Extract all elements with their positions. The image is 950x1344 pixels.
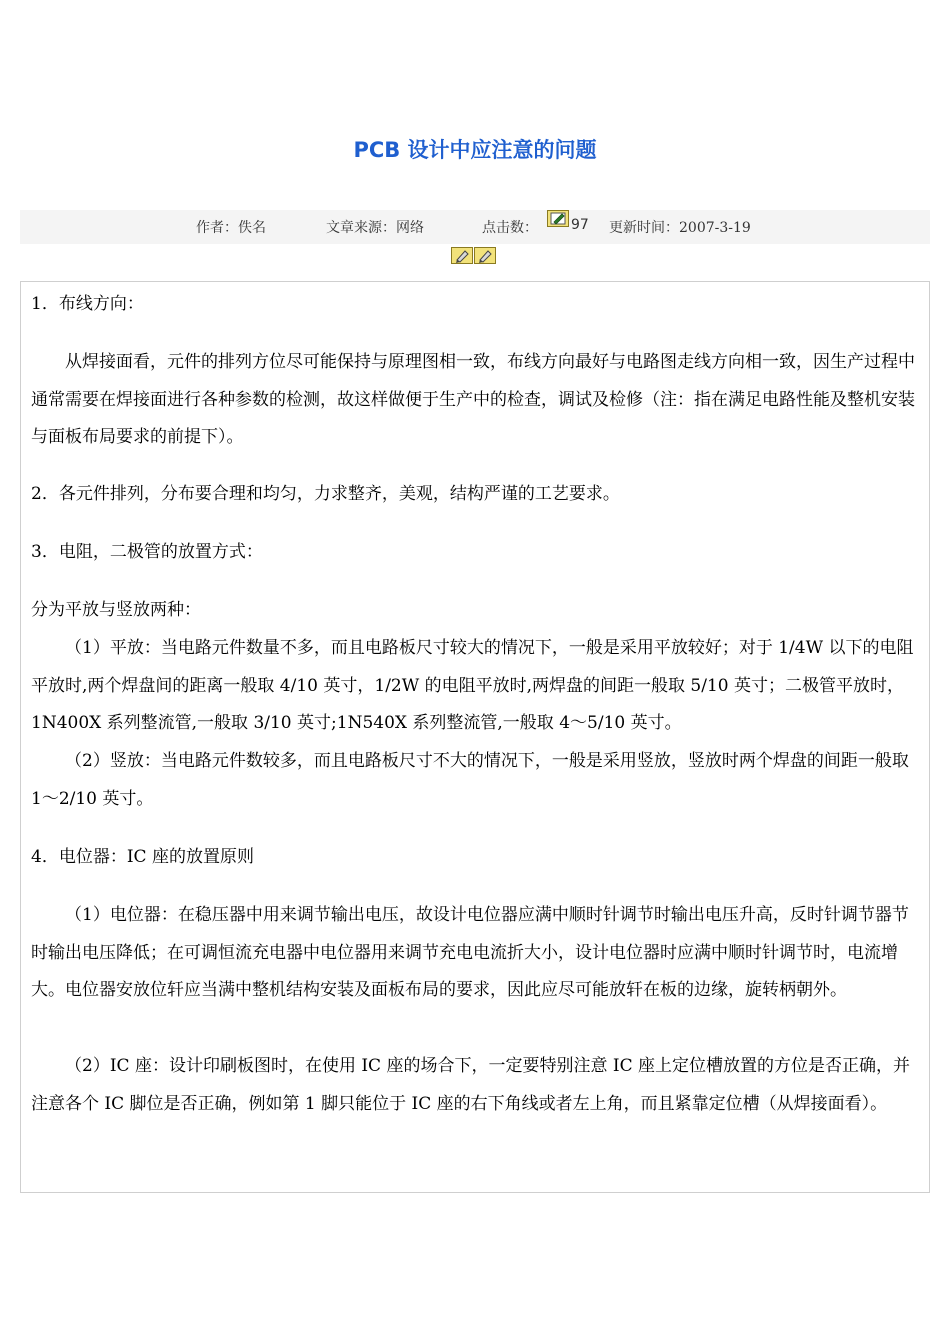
section-heading-1: 1．布线方向：: [31, 294, 144, 314]
article-tools: [451, 247, 497, 264]
paragraph-placement-types: 分为平放与竖放两种：: [31, 600, 201, 620]
meta-source: 文章来源：网络: [326, 220, 424, 236]
article-meta-bar: [20, 210, 930, 244]
paragraph-ic-socket: （2）IC 座：设计印刷板图时，在使用 IC 座的场合下，一定要特别注意 IC 座上定位槽放置的方位是否正确，并注意各个 IC 脚位是否正确，例如第 1 脚只能位于 IC 座的右下角线或者左上角，而且紧靠定位槽（从焊接面看）。: [31, 1056, 911, 1114]
meta-author: 作者：佚名: [196, 220, 266, 236]
page-title: PCB 设计中应注意的问题: [353, 138, 597, 162]
paragraph-horizontal-placement: （1）平放：当电路元件数量不多，而且电路板尺寸较大的情况下，一般是采用平放较好；对于 1/4W 以下的电阻平放时,两个焊盘间的距离一般取 4/10 英寸，1/2W 的电阻平放时,两焊盘的间距一般取 5/10 英寸；二极管平放时，1N400X 系列整流管,一般取 3/10 英寸;1N540X 系列整流管,一般取 4～5/10 英寸。: [31, 638, 914, 733]
edit-icon[interactable]: [474, 247, 496, 264]
paragraph-wiring-direction: 从焊接面看，元件的排列方位尽可能保持与原理图相一致，布线方向最好与电路图走线方向相一致，因生产过程中通常需要在焊接面进行各种参数的检测，故这样做便于生产中的检查，调试及检修（注：指在满足电路性能及整机安装与面板布局要求的前提下）。: [31, 352, 915, 447]
section-heading-4: 4．电位器：IC 座的放置原则: [31, 847, 254, 867]
paragraph-vertical-placement: （2）竖放：当电路元件数较多，而且电路板尺寸不大的情况下，一般是采用竖放，竖放时两个焊盘的间距一般取 1～2/10 英寸。: [31, 751, 909, 809]
edit-icon[interactable]: [451, 247, 473, 264]
article-content: [20, 281, 930, 1193]
section-heading-2: 2．各元件排列，分布要合理和均匀，力求整齐，美观，结构严谨的工艺要求。: [31, 484, 620, 504]
meta-hits-label: 点击数：: [482, 220, 538, 236]
section-heading-3: 3．电阻，二极管的放置方式：: [31, 542, 263, 562]
pencil-note-icon: [547, 210, 569, 227]
meta-hits-value: 97: [571, 217, 589, 233]
meta-updated: 更新时间：2007-3-19: [609, 220, 751, 236]
paragraph-potentiometer: （1）电位器：在稳压器中用来调节输出电压，故设计电位器应满中顺时针调节时输出电压升高，反时针调节器节时输出电压降低；在可调恒流充电器中电位器用来调节充电电流折大小，设计电位器时应满中顺时针调节时，电流增大。电位器安放位轩应当满中整机结构安装及面板布局的要求，因此应尽可能放轩在板的边缘，旋转柄朝外。: [31, 905, 909, 1000]
